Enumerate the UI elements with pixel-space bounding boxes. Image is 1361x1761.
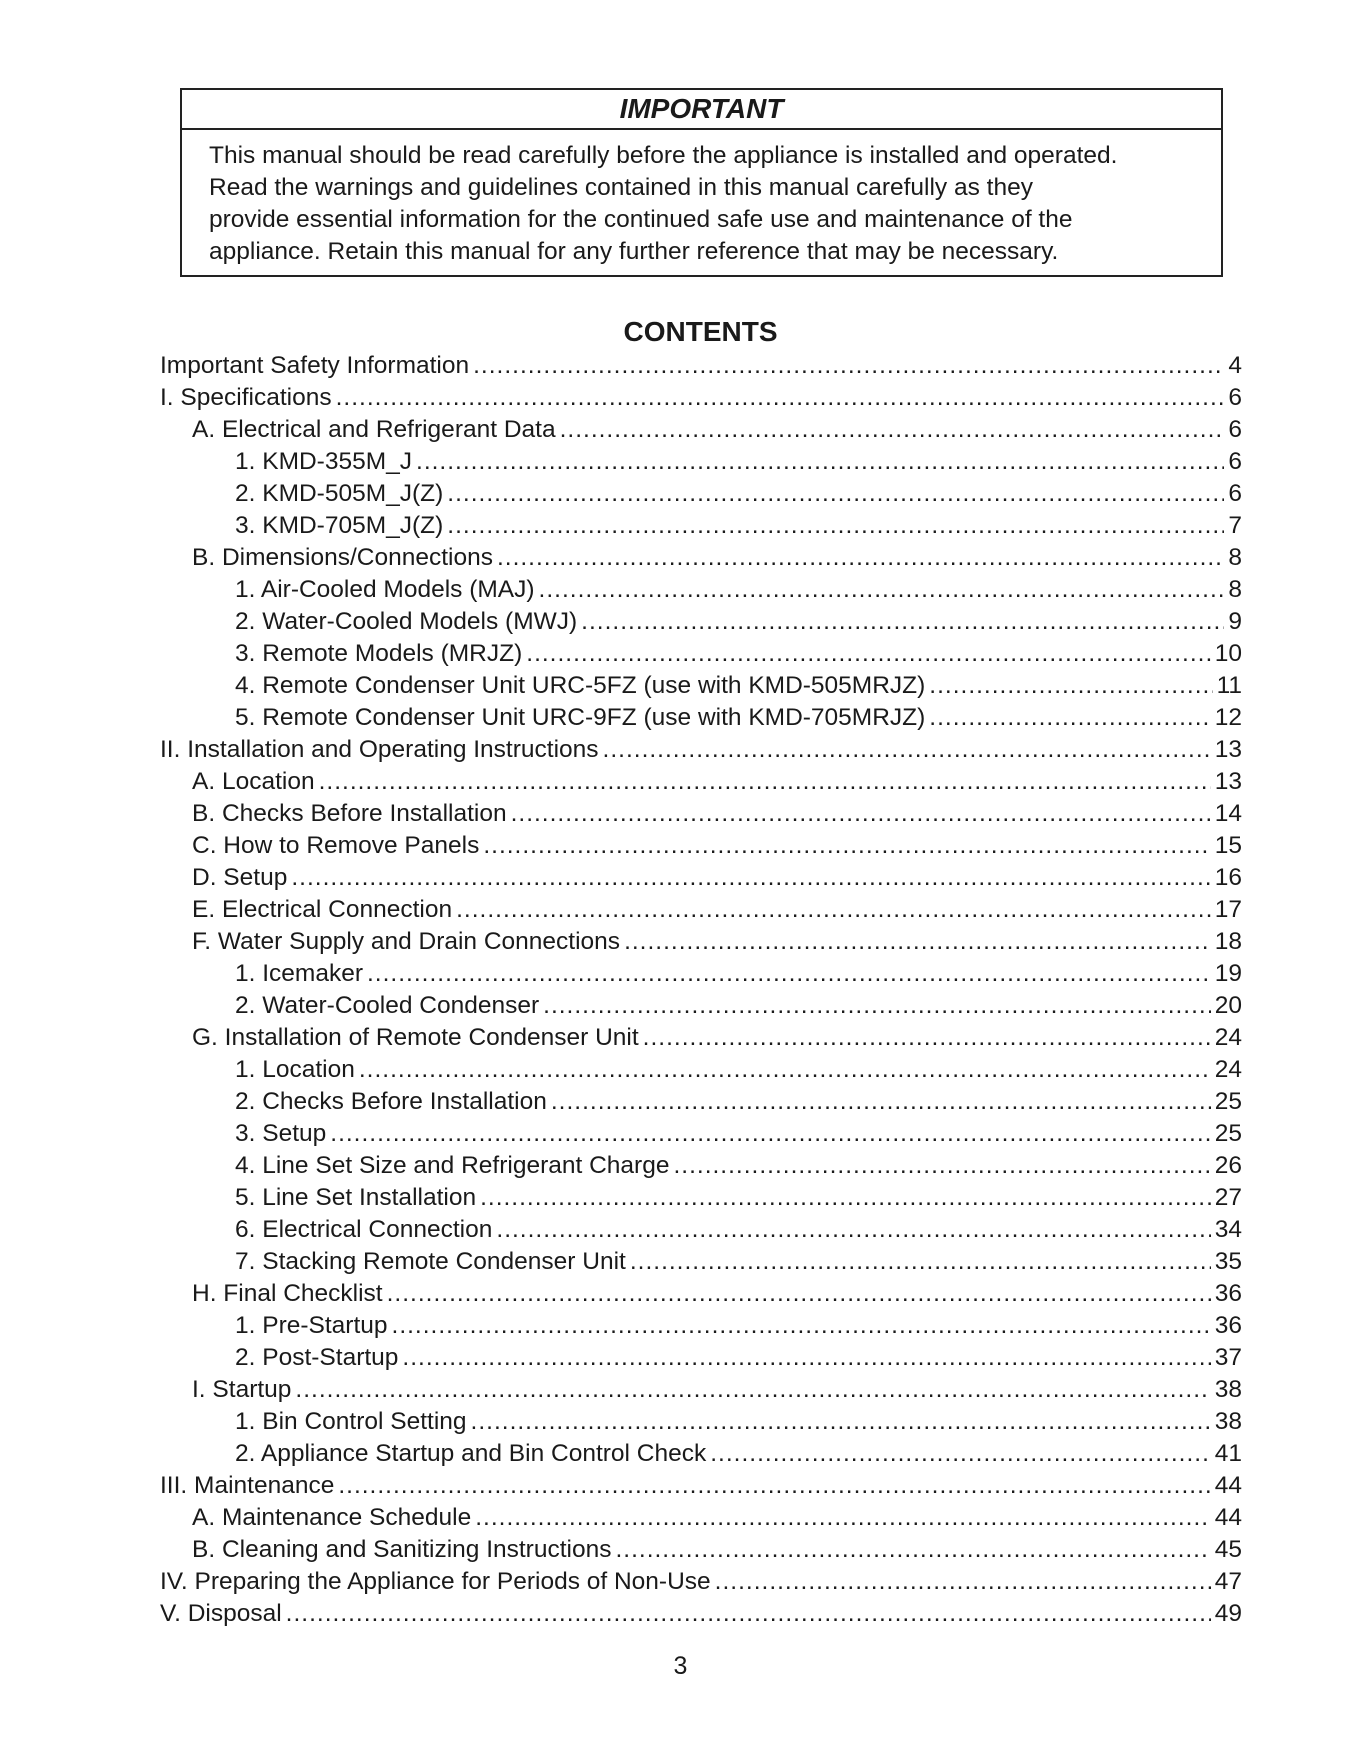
toc-entry-page: 27 [1214, 1184, 1242, 1211]
toc-entry-label: 2. Water-Cooled Condenser [235, 992, 540, 1019]
toc-entry-label: 6. Electrical Connection [235, 1216, 493, 1243]
toc-dot-leader [526, 638, 1210, 670]
toc-dot-leader [929, 702, 1210, 734]
toc-dot-leader [319, 766, 1211, 798]
toc-entry-label: B. Cleaning and Sanitizing Instructions [192, 1536, 612, 1563]
toc-entry-label: 5. Remote Condenser Unit URC-9FZ (use with KMD-705MRJZ) [235, 704, 926, 731]
toc-entry-page: 12 [1214, 704, 1242, 731]
toc-entry [160, 670, 1242, 702]
toc-dot-leader [615, 1534, 1210, 1566]
toc-entry-label: 3. Setup [235, 1120, 327, 1147]
toc-entry-label: IV. Preparing the Appliance for Periods of Non-Use [160, 1568, 711, 1595]
toc-entry [160, 990, 1242, 1022]
toc-entry-label: 4. Remote Condenser Unit URC-5FZ (use with KMD-505MRJZ) [235, 672, 926, 699]
toc-entry-page: 47 [1214, 1568, 1242, 1595]
toc-entry-label: E. Electrical Connection [192, 896, 453, 923]
toc-entry-page: 8 [1228, 544, 1242, 571]
toc-entry-label: 1. Air-Cooled Models (MAJ) [235, 576, 535, 603]
toc-dot-leader [471, 1406, 1211, 1438]
important-body [182, 130, 1221, 268]
important-line: Read the warnings and guidelines contained in this manual carefully as they [209, 174, 1033, 201]
toc-dot-leader [603, 734, 1211, 766]
toc-entry-label: B. Checks Before Installation [192, 800, 507, 827]
toc-entry-page: 6 [1228, 480, 1242, 507]
toc-entry [160, 734, 1242, 766]
toc-entry [160, 1438, 1242, 1470]
toc-dot-leader [483, 830, 1210, 862]
toc-entry-label: 1. Location [235, 1056, 355, 1083]
toc-dot-leader [673, 1150, 1210, 1182]
toc-entry [160, 1310, 1242, 1342]
toc-entry [160, 1022, 1242, 1054]
toc-entry [160, 574, 1242, 606]
toc-entry [160, 350, 1242, 382]
toc-dot-leader [456, 894, 1211, 926]
toc-entry [160, 382, 1242, 414]
toc-entry [160, 1470, 1242, 1502]
toc-entry-page: 20 [1214, 992, 1242, 1019]
toc-entry-label: A. Electrical and Refrigerant Data [192, 416, 556, 443]
toc-dot-leader [295, 1374, 1210, 1406]
toc-entry [160, 1598, 1242, 1630]
toc-dot-leader [710, 1438, 1211, 1470]
toc-entry-label: C. How to Remove Panels [192, 832, 480, 859]
toc-dot-leader [359, 1054, 1211, 1086]
toc-entry-page: 44 [1214, 1472, 1242, 1499]
toc-entry-label: H. Final Checklist [192, 1280, 383, 1307]
toc-dot-leader [392, 1310, 1211, 1342]
important-line: appliance. Retain this manual for any further reference that may be necessary. [209, 238, 1059, 265]
toc-entry-label: G. Installation of Remote Condenser Unit [192, 1024, 639, 1051]
toc-entry-page: 25 [1214, 1120, 1242, 1147]
toc-entry-page: 36 [1214, 1312, 1242, 1339]
toc-entry-page: 15 [1214, 832, 1242, 859]
toc-entry-label: 2. Water-Cooled Models (MWJ) [235, 608, 578, 635]
toc-entry [160, 1502, 1242, 1534]
toc-entry-label: 3. KMD-705M_J(Z) [235, 512, 444, 539]
toc-dot-leader [447, 478, 1224, 510]
toc-entry [160, 702, 1242, 734]
toc-entry-page: 17 [1214, 896, 1242, 923]
toc-entry-page: 45 [1214, 1536, 1242, 1563]
toc-entry [160, 766, 1242, 798]
toc-entry [160, 1278, 1242, 1310]
toc-entry [160, 1406, 1242, 1438]
toc-entry [160, 1054, 1242, 1086]
toc-entry [160, 1150, 1242, 1182]
toc-entry-page: 34 [1214, 1216, 1242, 1243]
toc-dot-leader [496, 1214, 1210, 1246]
toc-entry-label: 2. KMD-505M_J(Z) [235, 480, 444, 507]
toc-dot-leader [336, 382, 1224, 414]
toc-dot-leader [497, 542, 1224, 574]
toc-entry-label: 4. Line Set Size and Refrigerant Charge [235, 1152, 670, 1179]
toc-entry-page: 26 [1214, 1152, 1242, 1179]
toc-entry-label: 2. Appliance Startup and Bin Control Check [235, 1440, 707, 1467]
toc-entry-page: 25 [1214, 1088, 1242, 1115]
toc-dot-leader [475, 1502, 1211, 1534]
toc-entry-page: 16 [1214, 864, 1242, 891]
toc-dot-leader [511, 798, 1211, 830]
toc-dot-leader [581, 606, 1224, 638]
toc-dot-leader [416, 446, 1224, 478]
toc-entry-page: 8 [1228, 576, 1242, 603]
toc-entry-label: F. Water Supply and Drain Connections [192, 928, 621, 955]
toc-dot-leader [473, 350, 1224, 382]
toc-entry-label: A. Maintenance Schedule [192, 1504, 472, 1531]
toc-entry-page: 9 [1228, 608, 1242, 635]
toc-dot-leader [539, 574, 1224, 606]
toc-entry-page: 38 [1214, 1376, 1242, 1403]
toc-entry-page: 36 [1214, 1280, 1242, 1307]
toc-entry-label: 5. Line Set Installation [235, 1184, 477, 1211]
toc-entry-label: 1. KMD-355M_J [235, 448, 413, 475]
toc-entry-label: 1. Icemaker [235, 960, 363, 987]
toc-entry [160, 1246, 1242, 1278]
important-title: IMPORTANT [182, 90, 1221, 130]
toc-entry-page: 13 [1214, 768, 1242, 795]
toc-dot-leader [291, 862, 1210, 894]
toc-entry-page: 6 [1228, 448, 1242, 475]
toc-dot-leader [624, 926, 1211, 958]
toc-entry [160, 510, 1242, 542]
toc-dot-leader [286, 1598, 1211, 1630]
toc-entry-page: 7 [1228, 512, 1242, 539]
toc-entry-label: II. Installation and Operating Instructions [160, 736, 599, 763]
toc-entry [160, 798, 1242, 830]
toc-entry-label: A. Location [192, 768, 315, 795]
toc-entry-label: B. Dimensions/Connections [192, 544, 493, 571]
toc-entry-page: 4 [1228, 352, 1242, 379]
toc-entry [160, 862, 1242, 894]
toc-entry-page: 19 [1214, 960, 1242, 987]
toc-entry-page: 10 [1214, 640, 1242, 667]
toc-entry-label: 2. Post-Startup [235, 1344, 399, 1371]
toc-entry-page: 13 [1214, 736, 1242, 763]
toc-entry [160, 1534, 1242, 1566]
toc-entry-page: 6 [1228, 384, 1242, 411]
important-line: This manual should be read carefully before the appliance is installed and operated. [209, 142, 1118, 169]
toc-entry-page: 41 [1214, 1440, 1242, 1467]
toc-entry-label: Important Safety Information [160, 352, 470, 379]
toc-entry-page: 37 [1214, 1344, 1242, 1371]
toc-entry [160, 926, 1242, 958]
toc-dot-leader [447, 510, 1224, 542]
toc-entry-label: V. Disposal [160, 1600, 282, 1627]
toc-entry-page: 18 [1214, 928, 1242, 955]
contents-title: CONTENTS [623, 316, 778, 347]
toc-entry-label: 2. Checks Before Installation [235, 1088, 547, 1115]
toc-dot-leader [330, 1118, 1210, 1150]
toc-entry [160, 1342, 1242, 1374]
toc-dot-leader [387, 1278, 1211, 1310]
toc-dot-leader [402, 1342, 1210, 1374]
toc-entry-page: 35 [1214, 1248, 1242, 1275]
toc-entry [160, 638, 1242, 670]
toc-entry [160, 1086, 1242, 1118]
toc-dot-leader [551, 1086, 1211, 1118]
toc-dot-leader [929, 670, 1212, 702]
toc-entry-label: I. Startup [192, 1376, 292, 1403]
toc-dot-leader [367, 958, 1211, 990]
toc-entry [160, 478, 1242, 510]
page-number: 3 [673, 1652, 688, 1680]
important-notice-box [180, 88, 1223, 277]
toc-entry-label: 1. Bin Control Setting [235, 1408, 467, 1435]
toc-entry [160, 414, 1242, 446]
toc-dot-leader [643, 1022, 1211, 1054]
toc-entry [160, 1182, 1242, 1214]
toc-entry [160, 1374, 1242, 1406]
toc-entry [160, 1566, 1242, 1598]
toc-entry-label: D. Setup [192, 864, 288, 891]
toc-dot-leader [543, 990, 1211, 1022]
toc-entry [160, 830, 1242, 862]
toc-entry-page: 24 [1214, 1024, 1242, 1051]
toc-entry [160, 1214, 1242, 1246]
toc-entry-page: 24 [1214, 1056, 1242, 1083]
toc-dot-leader [338, 1470, 1210, 1502]
toc-entry [160, 894, 1242, 926]
toc-entry-page: 49 [1214, 1600, 1242, 1627]
toc-entry-page: 11 [1216, 672, 1242, 699]
toc-dot-leader [480, 1182, 1211, 1214]
toc-entry [160, 606, 1242, 638]
important-line: provide essential information for the continued safe use and maintenance of the [209, 206, 1073, 233]
toc-entry-page: 14 [1214, 800, 1242, 827]
toc-entry-page: 6 [1228, 416, 1242, 443]
toc-entry-label: 7. Stacking Remote Condenser Unit [235, 1248, 626, 1275]
toc-entry-label: 3. Remote Models (MRJZ) [235, 640, 523, 667]
toc-dot-leader [630, 1246, 1211, 1278]
table-of-contents [160, 350, 1242, 1630]
toc-entry-page: 44 [1214, 1504, 1242, 1531]
toc-entry [160, 1118, 1242, 1150]
toc-entry-label: III. Maintenance [160, 1472, 335, 1499]
toc-entry [160, 958, 1242, 990]
toc-entry [160, 542, 1242, 574]
toc-dot-leader [715, 1566, 1211, 1598]
toc-entry [160, 446, 1242, 478]
toc-entry-label: I. Specifications [160, 384, 332, 411]
toc-entry-page: 38 [1214, 1408, 1242, 1435]
toc-entry-label: 1. Pre-Startup [235, 1312, 388, 1339]
toc-dot-leader [560, 414, 1224, 446]
